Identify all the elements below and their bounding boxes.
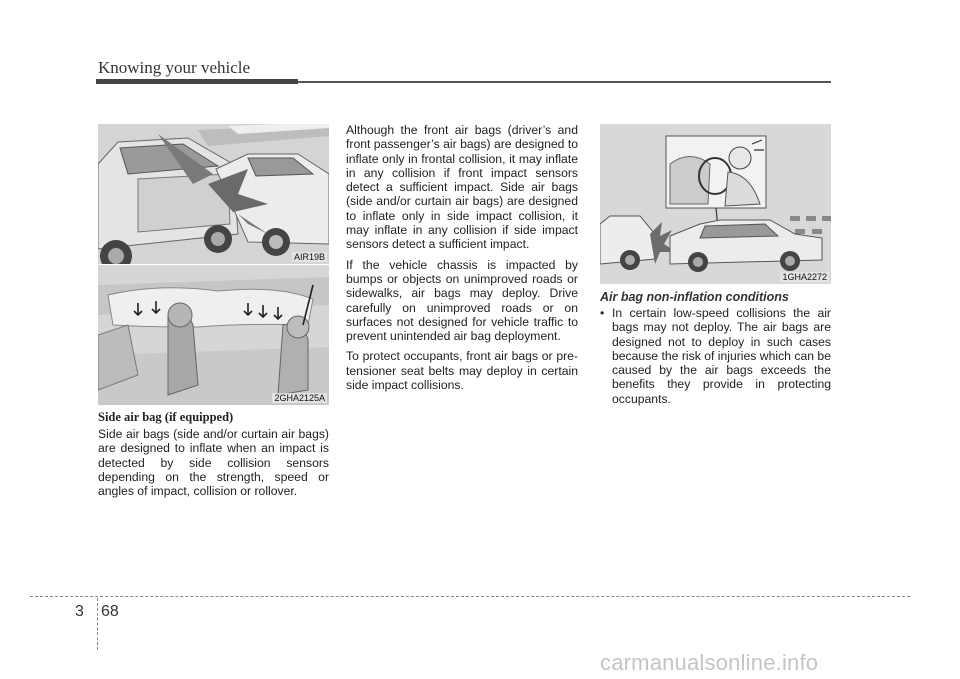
- figure-caption: Side air bag (if equipped): [98, 410, 234, 424]
- header-rule-thick: [96, 79, 298, 84]
- right-column-body: [600, 306, 831, 406]
- footer-divider: [97, 598, 98, 650]
- figure-label: AIR19B: [293, 252, 325, 262]
- bullet-text: In certain low-speed collisions the air bags may not deploy. The air bags are designed not to deploy in such cases because the risk of injuries which can be caused by the air bags exceeds the benefits they provide in protecting occupants.: [612, 306, 831, 406]
- side-collision-illustration: [98, 124, 329, 264]
- subheading: Air bag non-inflation conditions: [600, 290, 789, 304]
- middle-paragraph-2: If the vehicle chassis is impacted by bumps or objects on unimproved roads or sidewalks, air bags may deploy. Drive carefully on unimproved roads or on surfaces not designed for vehicle traffic to prevent unintended air bag deployment.: [346, 257, 578, 344]
- left-paragraph: Side air bags (side and/or curtain air bags) are designed to inflate when an impact is detected by side collision sensors depending on the strength, speed or angles of impact, collision or rollover.: [98, 427, 329, 499]
- footer-rule: [30, 596, 910, 597]
- middle-paragraph-1: Although the front air bags (driver’s and front passenger’s air bags) are designed to inflate only in frontal collision, it may inflate in any collision if front impact sensors detect a sufficient impact. Side air bags (side and/or curtain air bags) are designed to inflate only in side impact collision, it may inflate in any collision if side impact sensors detect a sufficient impact.: [346, 123, 578, 252]
- side-collision-drawing: [98, 124, 329, 264]
- figure-label: 1GHA2272: [782, 272, 827, 282]
- section-title: Knowing your vehicle: [98, 58, 251, 77]
- watermark-text[interactable]: carmanualsonline.info: [600, 650, 819, 675]
- header-rule-thin: [298, 81, 831, 83]
- low-speed-collision-illustration: [600, 124, 831, 284]
- curtain-airbag-illustration: [98, 265, 329, 405]
- middle-column-body: [346, 123, 578, 398]
- figure-label: 2GHA2125A: [274, 393, 325, 403]
- curtain-airbag-drawing: [98, 265, 329, 405]
- bullet-symbol: •: [600, 306, 605, 320]
- low-speed-collision-drawing: [600, 124, 831, 284]
- left-column-body: [98, 427, 329, 504]
- page-number: 68: [101, 603, 119, 620]
- middle-paragraph-3: To protect occupants, front air bags or pre-tensioner seat belts may deploy in certain side impact collisions.: [346, 349, 578, 393]
- chapter-number: 3: [75, 603, 84, 620]
- bullet-item: [600, 306, 831, 406]
